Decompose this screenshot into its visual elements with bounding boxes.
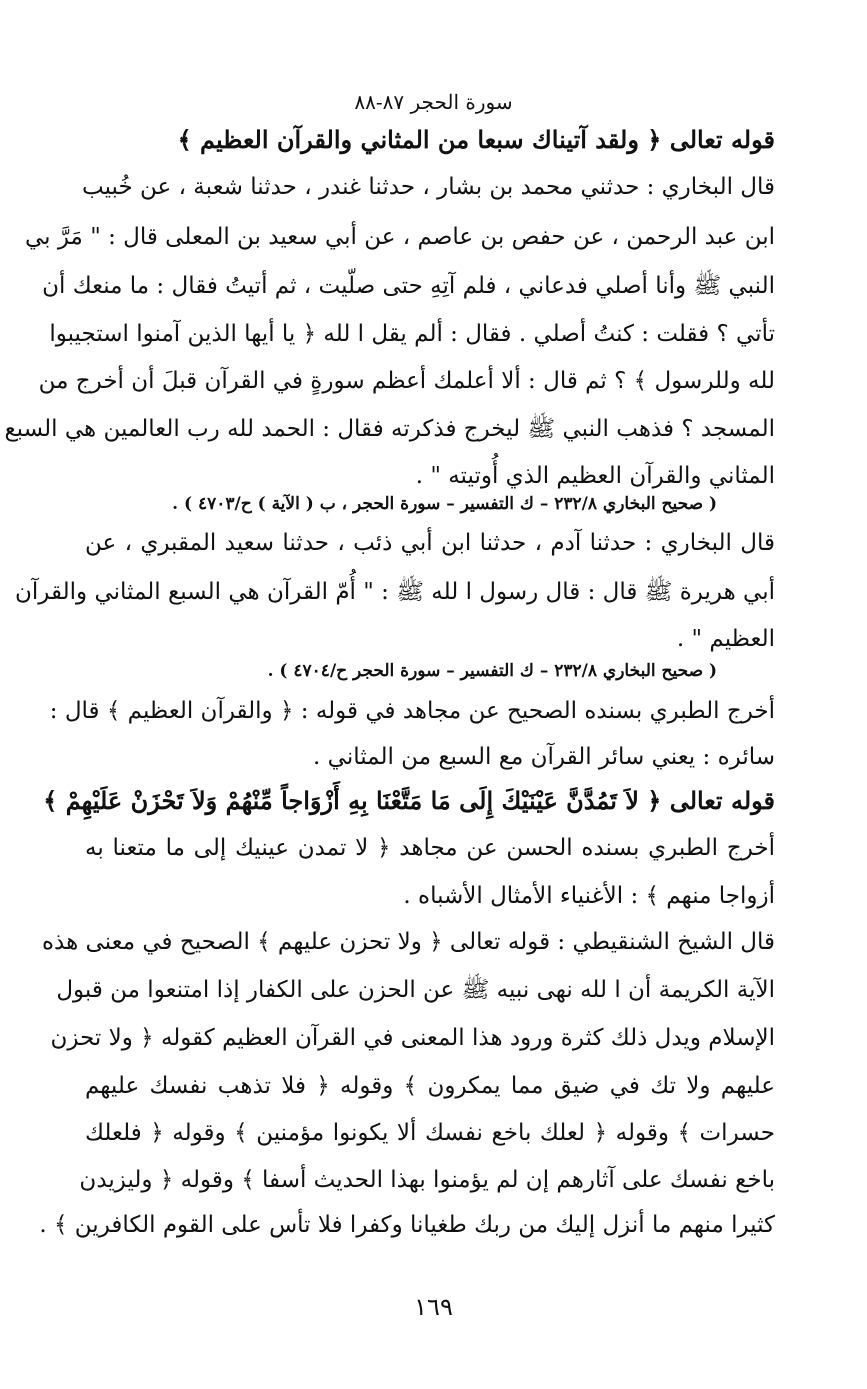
text-line: قال البخاري : حدثنا آدم ، حدثنا ابن أبي ذئب ، حدثنا سعيد المقبري ، عن — [85, 530, 775, 556]
text-line: المثاني والقرآن العظيم الذي أُوتيته " . — [415, 463, 775, 489]
text-line: حسرات ﴾ وقوله ﴿ لعلك باخع نفسك ألا يكونوا مؤمنين ﴾ وقوله ﴿ فلعلك — [85, 1120, 775, 1146]
text-line: أبي هريرة ﷺ قال : قال رسول ا لله ﷺ : " أُمّ القرآن هي السبع المثاني والقرآن — [15, 579, 775, 605]
text-line: المسجد ؟ فذهب النبي ﷺ ليخرج فذكرته فقال : الحمد لله رب العالمين هي السبع — [4, 416, 775, 442]
text-line: النبي ﷺ وأنا أصلي فدعاني ، فلم آتِهِ حتى صلّيت ، ثم أتيتُ فقال : ما منعك أن — [42, 273, 775, 299]
text-line: العظيم " . — [676, 626, 775, 652]
text-line: ابن عبد الرحمن ، عن حفص بن عاصم ، عن أبي سعيد بن المعلى قال : " مَرَّ بي — [24, 224, 775, 250]
text-line: باخع نفسك على آثارهم إن لم يؤمنوا بهذا الحديث أسفا ﴾ وقوله ﴿ وليزيدن — [79, 1167, 775, 1193]
text-line: أخرج الطبري بسنده الحسن عن مجاهد ﴿ لا تمدن عينيك إلى ما متعنا به — [85, 835, 775, 861]
text-line: الإسلام ويدل ذلك كثرة ورود هذا المعنى في القرآن العظيم كقوله ﴿ ولا تحزن — [50, 1025, 775, 1051]
text-line: تأتي ؟ فقلت : كنتُ أصلي . فقال : ألم يقل ا لله ﴿ يا أيها الذين آمنوا استجيبوا — [49, 321, 775, 347]
running-header: سورة الحجر ٨٧-٨٨ — [354, 90, 513, 114]
text-line: أخرج الطبري بسنده الصحيح عن مجاهد في قوله : ﴿ والقرآن العظيم ﴾ قال : — [49, 698, 775, 724]
source-citation: ( صحيح البخاري ٢٣٢/٨ – ك التفسير – سورة الحجر ح/٤٧٠٤ ) . — [267, 661, 717, 681]
text-line: أزواجا منهم ﴾ : الأغنياء الأمثال الأشباه . — [403, 883, 775, 909]
text-line: كثيرا منهم ما أنزل إليك من ربك طغيانا وكفرا فلا تأس على القوم الكافرين ﴾ . — [39, 1212, 775, 1238]
verse-heading: قوله تعالى ﴿ ولقد آتيناك سبعا من المثاني والقرآن العظيم ﴾ — [177, 125, 775, 154]
text-line: قال البخاري : حدثني محمد بن بشار ، حدثنا غندر ، حدثنا شعبة ، عن خُبيب — [82, 174, 775, 200]
text-line: قال الشيخ الشنقيطي : قوله تعالى ﴿ ولا تحزن عليهم ﴾ الصحيح في معنى هذه — [41, 929, 775, 955]
text-line: عليهم ولا تك في ضيق مما يمكرون ﴾ وقوله ﴿ فلا تذهب نفسك عليهم — [85, 1073, 775, 1099]
verse-heading: قوله تعالى ﴿ لاَ تَمُدَّنَّ عَيْنَيْكَ إِلَى مَا مَتَّعْنَا بِهِ أَزْوَاجاً مِّنْهُمْ وَلاَ تَحْزَنْ عَلَيْهِمْ ﴾ — [43, 786, 775, 815]
text-line: لله وللرسول ﴾ ؟ ثم قال : ألا أعلمك أعظم سورةٍ في القرآن قبلَ أن أخرج من — [38, 368, 775, 394]
page-number: ١٦٩ — [414, 1293, 453, 1321]
text-line: سائره : يعني سائر القرآن مع السبع من المثاني . — [313, 744, 775, 770]
text-line: الآية الكريمة أن ا لله نهى نبيه ﷺ عن الحزن على الكفار إذا امتنعوا من قبول — [56, 977, 775, 1003]
source-citation: ( صحيح البخاري ٢٣٢/٨ – ك التفسير – سورة الحجر ، ب ( الآية ) ح/٤٧٠٣ ) . — [172, 494, 717, 514]
